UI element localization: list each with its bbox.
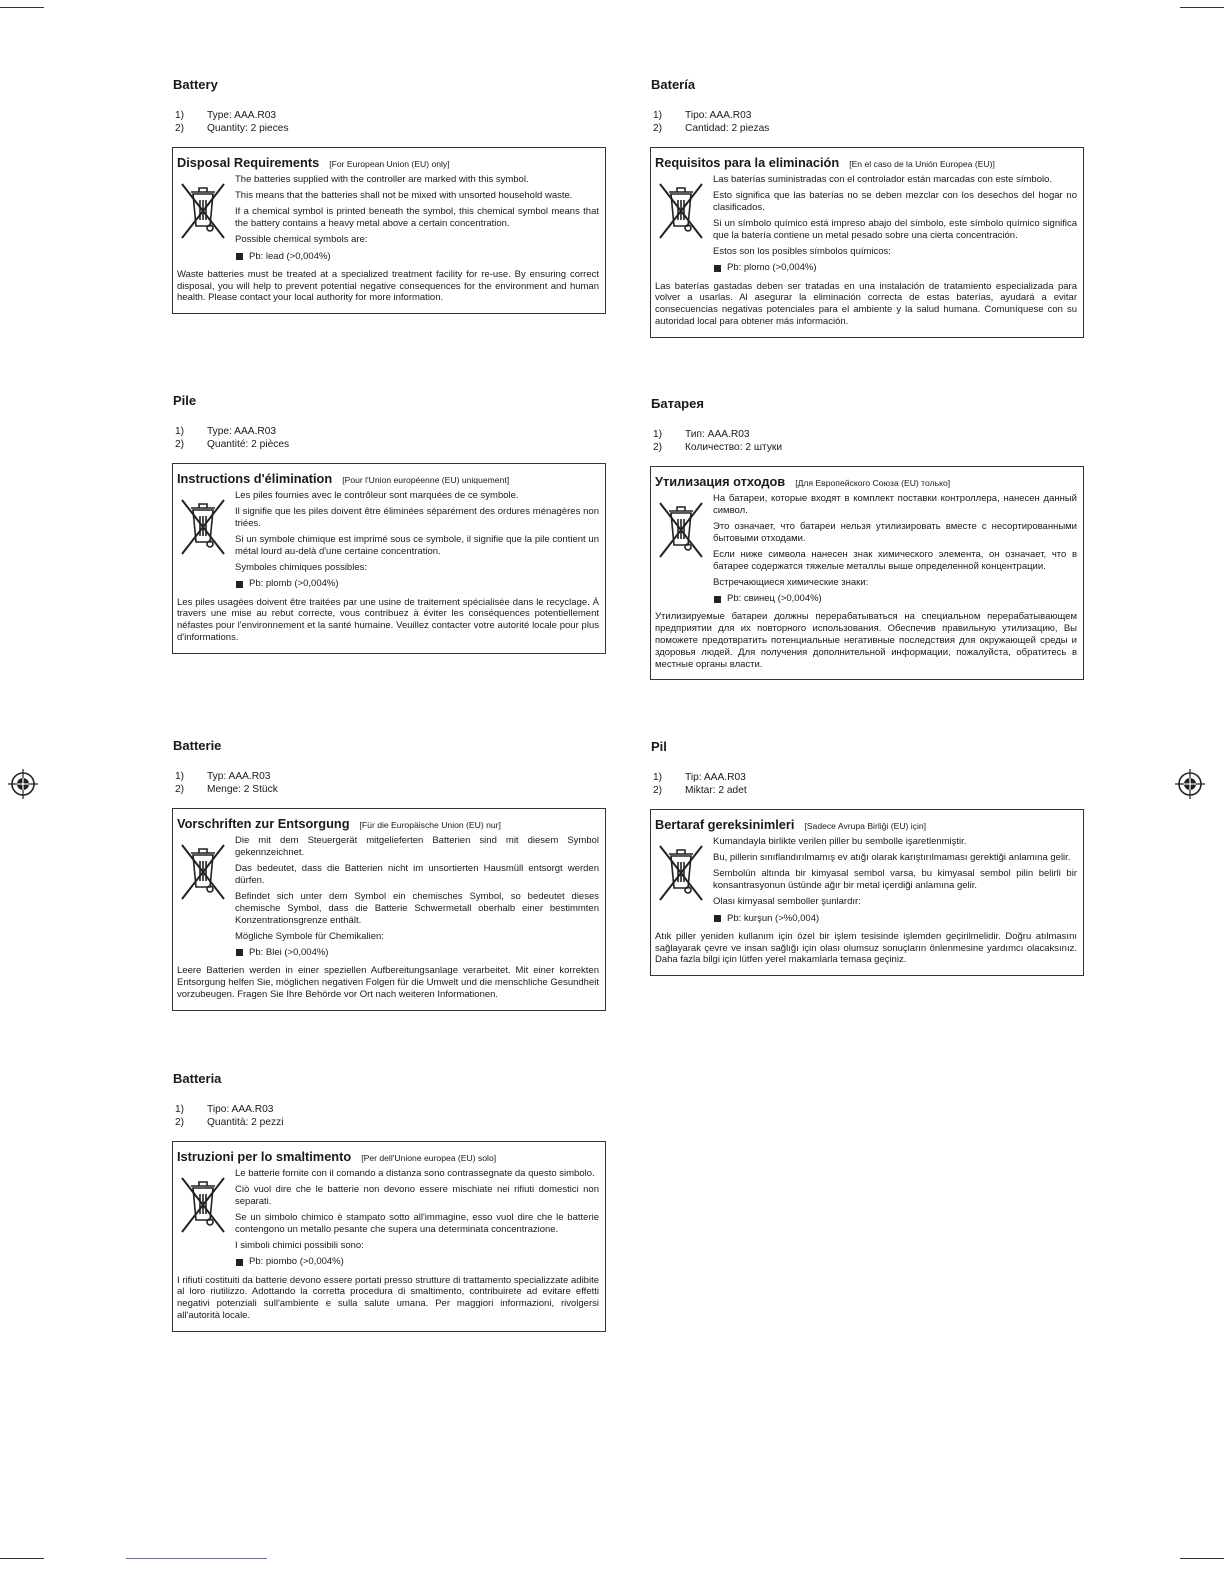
- disposal-body: [177, 835, 599, 963]
- registration-mark-icon: [8, 769, 38, 799]
- disposal-line: Possible chemical symbols are:: [235, 234, 368, 246]
- disposal-line: Si un símbolo químico está impreso abajo del símbolo, este símbolo químico significa que la batería contiene un metal pesado sobre una cierta concentración.: [713, 218, 1077, 241]
- spec-number: 2): [175, 122, 185, 134]
- chemical-symbol-text: Pb: piombo (>0,004%): [249, 1256, 344, 1268]
- disposal-body: [177, 1168, 599, 1273]
- spec-number: 1): [653, 110, 663, 121]
- disposal-body: [177, 490, 599, 595]
- disposal-box: [650, 147, 1084, 338]
- spec-list: [651, 772, 1084, 797]
- disposal-lines: [713, 174, 1077, 279]
- disposal-box: [650, 466, 1084, 680]
- crossed-out-wheelie-bin-icon: [179, 180, 227, 242]
- disposal-line: Olası kimyasal semboller şunlardır:: [713, 896, 861, 908]
- spec-text: Quantità: 2 pezzi: [207, 1116, 284, 1128]
- disposal-line: Las baterías suministradas con el controlador están marcadas con este símbolo.: [713, 174, 1053, 185]
- waste-paragraph: Las baterías gastadas deben ser tratadas en una instalación de tratamiento especializada para volver a usarlas. Al asegurar la eliminación correcta de estas baterías, ayudará a evitar consecuencias negativas potenciales para el ambiente y la salud humana. Comuníquese con su autoridad local para obtener más información.: [655, 280, 1077, 327]
- disposal-line: Symboles chimiques possibles:: [235, 562, 368, 574]
- spec-number: 1): [175, 771, 185, 782]
- disposal-header: [655, 474, 1077, 489]
- spec-number: 1): [653, 772, 663, 783]
- crossed-out-wheelie-bin-icon: [657, 180, 705, 242]
- waste-paragraph: Les piles usagées doivent être traitées par une usine de traitement spécialisée dans le recyclage. À travers une mise au rebut correcte, vous contribuez à éviter les conséquences potentiellement néfastes pour l'environnement et la santé humaine. Veuillez contacter votre autorité locale pour plus d'informations.: [177, 596, 599, 643]
- disposal-scope: [Pour l'Union européenne (EU) uniquement]: [342, 475, 510, 485]
- disposal-box: [172, 147, 606, 314]
- disposal-scope: [Sadece Avrupa Birliği (EU) için]: [804, 821, 927, 831]
- chemical-symbol-item: [713, 262, 1077, 274]
- waste-paragraph: Waste batteries must be treated at a specialized treatment facility for re-use. By ensuring correct disposal, you will help to prevent potential negative consequences for the environment and human health. Please contact your local authority for more information.: [177, 268, 599, 304]
- spec-text: Type: AAA.R03: [207, 110, 277, 121]
- disposal-line: This means that the batteries shall not be mixed with unsorted household waste.: [235, 190, 573, 202]
- spec-text: Tip: AAA.R03: [685, 772, 746, 783]
- spec-text: Typ: AAA.R03: [207, 771, 271, 782]
- disposal-title: Requisitos para la eliminación: [655, 155, 840, 170]
- crop-mark-bottom-right: [1180, 1558, 1224, 1559]
- spec-number: 2): [653, 784, 663, 796]
- crossed-out-wheelie-bin-icon: [179, 496, 227, 558]
- chemical-symbol-item: [235, 947, 599, 959]
- spec-number: 2): [653, 122, 663, 134]
- disposal-lines: [235, 174, 599, 267]
- spec-row: [173, 1117, 606, 1130]
- spec-row: [173, 771, 606, 784]
- disposal-scope: [Für die Europäische Union (EU) nur]: [359, 820, 501, 830]
- disposal-header: [177, 471, 599, 486]
- disposal-scope: [For European Union (EU) only]: [329, 159, 450, 169]
- section-batteria-it: [172, 1071, 606, 1332]
- disposal-header: [177, 816, 599, 831]
- bullet-square-icon: [236, 1259, 243, 1266]
- disposal-scope: [En el caso de la Unión Europea (EU)]: [849, 159, 995, 169]
- section-title: Pil: [651, 739, 667, 754]
- waste-paragraph: I rifiuti costituiti da batterie devono essere portati presso strutture di trattamento specializzate adibite al loro riutilizzo. Adottando la corretta procedura di smaltimento, contribuirete ad evitare effetti negativi potenziali sull'ambiente e sulla salute umana. Per maggiori informazioni, rivolgersi all'autorità locale.: [177, 1274, 599, 1321]
- disposal-lines: [235, 835, 599, 963]
- disposal-line: Das bedeutet, dass die Batterien nicht im unsortierten Hausmüll entsorgt werden dürfen.: [235, 862, 599, 886]
- bullet-square-icon: [714, 915, 721, 922]
- disposal-box: [172, 1141, 606, 1332]
- disposal-line: Это означает, что батареи нельзя утилизировать вместе с несортированными бытовыми отходами.: [713, 520, 1077, 544]
- bin-symbol: [655, 836, 713, 929]
- chemical-symbol-item: [235, 251, 599, 263]
- section-title: Batterie: [173, 738, 222, 753]
- disposal-line: Sembolün altında bir kimyasal sembol varsa, bu kimyasal sembol pilin belirli bir konsantrasyonun üstünde ağır bir metal içerdiği anlamına gelir.: [713, 868, 1077, 892]
- disposal-line: Si un symbole chimique est imprimé sous ce symbole, il signifie que la pile contient un métal lourd au-delà d'une certaine concentration.: [235, 534, 599, 557]
- spec-text: Количество: 2 штуки: [685, 441, 783, 453]
- disposal-lines: [713, 493, 1077, 609]
- spec-text: Тип: AAA.R03: [685, 429, 750, 440]
- bullet-square-icon: [714, 596, 721, 603]
- disposal-header: [177, 1149, 599, 1164]
- chemical-symbol-item: [235, 1256, 599, 1268]
- spec-number: 2): [175, 1116, 185, 1128]
- spec-row: [173, 784, 606, 797]
- crossed-out-wheelie-bin-icon: [657, 499, 705, 561]
- bin-symbol: [177, 835, 235, 963]
- disposal-body: [655, 493, 1077, 609]
- bullet-square-icon: [236, 581, 243, 588]
- disposal-box: [172, 463, 606, 654]
- section-bateria-es: [650, 77, 1084, 338]
- registration-mark-icon: [1175, 769, 1205, 799]
- waste-paragraph: Утилизируемые батареи должны перерабатываться на специальном перерабатывающем предприятии для их повторного использования. Обеспечив правильную утилизацию, Вы поможете предотвратить потенциальные негативные последствия для окружающей среды и здоровья людей. Для получения дополнительной информации, пожалуйста, обратитесь в местные органы власти.: [655, 611, 1077, 670]
- disposal-title: Istruzioni per lo smaltimento: [177, 1149, 352, 1164]
- chemical-symbol-text: Pb: lead (>0,004%): [249, 250, 331, 262]
- bin-symbol: [177, 490, 235, 595]
- waste-paragraph: Atık piller yeniden kullanım için özel bir işlem tesisinde işlemden geçirilmelidir. Doğru atılmasını sağlayarak çevre ve insan sağlığı için olası olumsuz sonuçların önlenmesine yardımcı olacaksınız. Daha fazla bilgi için lütfen yerel makamlarla temasa geçiniz.: [655, 930, 1077, 966]
- chemical-symbol-text: Pb: kurşun (>%0,004): [727, 912, 820, 924]
- disposal-line: Se un simbolo chimico è stampato sotto all'immagine, esso vuol dire che le batterie contengono un metallo pesante che supera una determinata concentrazione.: [235, 1212, 599, 1235]
- section-pil-tr: [650, 739, 1084, 976]
- spec-number: 1): [175, 426, 185, 437]
- section-title: Pile: [173, 393, 197, 408]
- section-battery-en: [172, 77, 606, 314]
- chemical-symbol-text: Pb: plomo (>0,004%): [727, 262, 817, 274]
- spec-list: [173, 771, 606, 796]
- crop-mark-top-right: [1180, 7, 1224, 8]
- disposal-line: Befindet sich unter dem Symbol ein chemisches Symbol, so bedeutet dieses chemische Symbol, dass die Batterie Schwermetall oberhalb einer bestimmten Konzentrationsgrenze enthält.: [235, 890, 599, 926]
- spec-row: [173, 1104, 606, 1117]
- spec-number: 2): [653, 441, 663, 453]
- disposal-line: The batteries supplied with the controller are marked with this symbol.: [235, 174, 529, 185]
- spec-number: 1): [653, 429, 663, 440]
- disposal-line: Bu, pillerin sınıflandırılmamış ev atığı olarak karıştırılmaması gerektiği anlamına gelir.: [713, 852, 1071, 864]
- disposal-lines: [235, 490, 599, 595]
- disposal-scope: [Per dell'Unione europea (EU) solo]: [361, 1153, 497, 1163]
- chemical-symbol-text: Pb: plomb (>0,004%): [249, 578, 339, 590]
- disposal-line: Встречающиеся химические знаки:: [713, 576, 869, 588]
- spec-list: [651, 110, 1084, 135]
- disposal-box: [650, 809, 1084, 976]
- disposal-title: Disposal Requirements: [177, 155, 320, 170]
- disposal-line: Если ниже символа нанесен знак химического элемента, он означает, что в батарее содержатся тяжелые металлы выше определенной концентрации.: [713, 548, 1077, 572]
- disposal-header: [655, 817, 1077, 832]
- chemical-symbol-text: Pb: Blei (>0,004%): [249, 946, 329, 958]
- spec-row: [173, 426, 606, 439]
- chemical-symbol-item: [713, 593, 1077, 605]
- spec-row: [651, 123, 1084, 136]
- disposal-header: [177, 155, 599, 170]
- bullet-square-icon: [236, 253, 243, 260]
- disposal-scope: [Для Европейского Союза (EU) только]: [795, 478, 951, 488]
- disposal-title: Утилизация отходов: [655, 474, 786, 489]
- spec-number: 2): [175, 783, 185, 795]
- bullet-square-icon: [236, 949, 243, 956]
- spec-row: [651, 442, 1084, 455]
- chemical-symbol-item: [713, 913, 1077, 925]
- disposal-line: Esto significa que las baterías no se deben mezclar con los desechos del hogar no clasificados.: [713, 190, 1077, 213]
- crossed-out-wheelie-bin-icon: [657, 842, 705, 904]
- chemical-symbol-text: Pb: свинец (>0,004%): [727, 593, 822, 605]
- section-title: Batería: [651, 77, 696, 92]
- disposal-box: [172, 808, 606, 1011]
- crossed-out-wheelie-bin-icon: [179, 1174, 227, 1236]
- disposal-line: Ciò vuol dire che le batterie non devono essere mischiate nei rifiuti domestici non separati.: [235, 1184, 599, 1207]
- disposal-line: На батареи, которые входят в комплект поставки контроллера, нанесен данный символ.: [713, 493, 1077, 516]
- spec-text: Quantité: 2 pièces: [207, 438, 290, 450]
- disposal-body: [177, 174, 599, 267]
- disposal-title: Instructions d'élimination: [177, 471, 333, 486]
- disposal-line: Die mit dem Steuergerät mitgelieferten Batterien sind mit diesem Symbol gekennzeichnet.: [235, 835, 599, 858]
- bin-symbol: [655, 493, 713, 609]
- spec-row: [651, 429, 1084, 442]
- section-title: Battery: [173, 77, 218, 92]
- disposal-line: I simboli chimici possibili sono:: [235, 1240, 364, 1252]
- disposal-lines: [235, 1168, 599, 1273]
- disposal-title: Vorschriften zur Entsorgung: [177, 816, 350, 831]
- spec-list: [651, 429, 1084, 454]
- disposal-header: [655, 155, 1077, 170]
- spec-list: [173, 110, 606, 135]
- bin-symbol: [655, 174, 713, 279]
- section-pile-fr: [172, 393, 606, 654]
- waste-paragraph: Leere Batterien werden in einer speziellen Aufbereitungsanlage verarbeitet. Mit einer korrekten Entsorgung helfen Sie, möglichen negativen Folgen für die Umwelt und die menschliche Gesundheit vorzubeugen. Fragen Sie Ihre Behörde vor Ort nach weiteren Informationen.: [177, 965, 599, 1000]
- disposal-line: If a chemical symbol is printed beneath the symbol, this chemical symbol means that the battery contains a heavy metal above a certain concentration.: [235, 206, 599, 230]
- bin-symbol: [177, 174, 235, 267]
- section-title: Батарея: [651, 396, 704, 411]
- spec-text: Tipo: AAA.R03: [685, 110, 752, 121]
- spec-row: [173, 123, 606, 136]
- spec-text: Cantidad: 2 piezas: [685, 122, 770, 134]
- crop-mark-bottom-left: [0, 1558, 44, 1559]
- disposal-body: [655, 836, 1077, 929]
- spec-number: 1): [175, 110, 185, 121]
- spec-text: Quantity: 2 pieces: [207, 122, 289, 134]
- spec-text: Menge: 2 Stück: [207, 783, 278, 795]
- disposal-line: Mögliche Symbole für Chemikalien:: [235, 930, 384, 942]
- spec-list: [173, 1104, 606, 1129]
- spec-text: Miktar: 2 adet: [685, 784, 747, 796]
- spec-text: Type: AAA.R03: [207, 426, 277, 437]
- disposal-title: Bertaraf gereksinimleri: [655, 817, 795, 832]
- chemical-symbol-item: [235, 578, 599, 590]
- spec-row: [651, 772, 1084, 785]
- section-batareya-ru: [650, 396, 1084, 680]
- footer-rule: [126, 1558, 267, 1559]
- spec-row: [173, 110, 606, 123]
- spec-number: 2): [175, 438, 185, 450]
- spec-row: [651, 110, 1084, 123]
- disposal-line: Estos son los posibles símbolos químicos:: [713, 246, 891, 258]
- bin-symbol: [177, 1168, 235, 1273]
- bullet-square-icon: [714, 265, 721, 272]
- spec-list: [173, 426, 606, 451]
- spec-row: [651, 785, 1084, 798]
- crop-mark-top-left: [0, 7, 44, 8]
- disposal-line: Kumandayla birlikte verilen piller bu sembolle işaretlenmiştir.: [713, 836, 967, 847]
- spec-number: 1): [175, 1104, 185, 1115]
- disposal-line: Les piles fournies avec le contrôleur sont marquées de ce symbole.: [235, 490, 519, 501]
- crossed-out-wheelie-bin-icon: [179, 841, 227, 903]
- section-batterie-de: [172, 738, 606, 1011]
- disposal-body: [655, 174, 1077, 279]
- disposal-lines: [713, 836, 1077, 929]
- spec-text: Tipo: AAA.R03: [207, 1104, 274, 1115]
- spec-row: [173, 439, 606, 452]
- section-title: Batteria: [173, 1071, 222, 1086]
- disposal-line: Il signifie que les piles doivent être éliminées séparément des ordures ménagères non triées.: [235, 506, 599, 529]
- disposal-line: Le batterie fornite con il comando a distanza sono contrassegnate da questo simbolo.: [235, 1168, 595, 1179]
